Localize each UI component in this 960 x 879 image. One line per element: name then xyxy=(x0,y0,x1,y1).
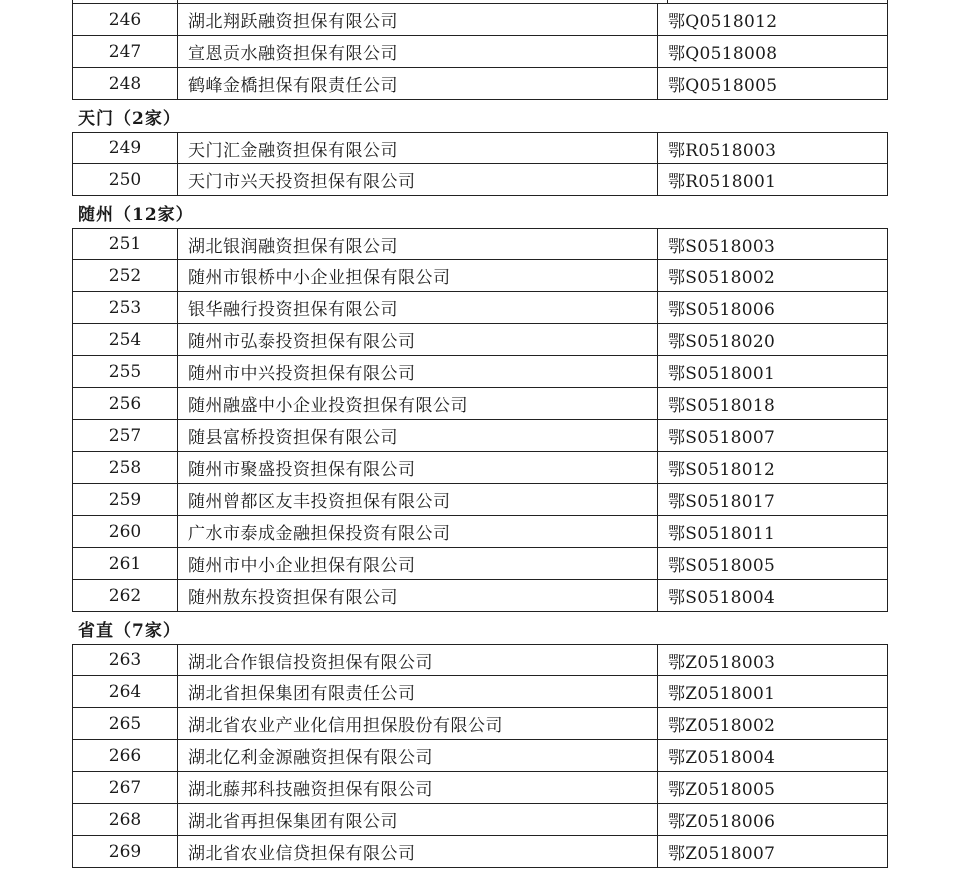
row-number: 248 xyxy=(73,68,178,99)
registration-code: 鄂Z0518005 xyxy=(668,780,776,800)
company-name: 天门市兴天投资担保有限公司 xyxy=(178,164,658,195)
section-heading: 省直（7家） xyxy=(78,620,181,641)
row-number: 265 xyxy=(73,708,178,739)
table-row xyxy=(72,164,888,196)
section-heading: 天门（2家） xyxy=(78,108,181,129)
company-name: 随县富桥投资担保有限公司 xyxy=(178,420,658,451)
company-name: 湖北银润融资担保有限公司 xyxy=(178,229,658,259)
table-row xyxy=(72,708,888,740)
row-number: 253 xyxy=(73,292,178,323)
registration-code: 鄂Z0518006 xyxy=(668,812,776,832)
row-number: 254 xyxy=(73,324,178,355)
row-number: 250 xyxy=(73,164,178,195)
row-number: 252 xyxy=(73,260,178,291)
registration-code: 鄂S0518001 xyxy=(668,364,776,384)
table-row xyxy=(72,644,888,676)
row-number: 256 xyxy=(73,388,178,419)
registration-code: 鄂Z0518002 xyxy=(668,716,776,736)
row-number: 266 xyxy=(73,740,178,771)
row-number: 262 xyxy=(73,580,178,611)
table-row xyxy=(72,676,888,708)
table-row xyxy=(72,516,888,548)
table-row xyxy=(72,580,888,612)
registration-code: 鄂S0518003 xyxy=(668,236,776,257)
registration-code: 鄂S0518012 xyxy=(668,460,776,480)
registration-code: 鄂S0518007 xyxy=(668,428,776,448)
table-row xyxy=(72,548,888,580)
row-number: 251 xyxy=(73,229,178,259)
registration-code: 鄂S0518020 xyxy=(668,332,776,352)
table-row xyxy=(72,260,888,292)
company-name: 湖北省农业信贷担保有限公司 xyxy=(178,836,658,867)
registration-code: 鄂R0518001 xyxy=(668,172,777,192)
company-name: 湖北翔跃融资担保有限公司 xyxy=(178,4,658,35)
registration-code: 鄂S0518011 xyxy=(668,524,776,544)
company-name: 湖北亿利金源融资担保有限公司 xyxy=(178,740,658,771)
registration-code: 鄂Q0518005 xyxy=(668,76,778,96)
row-number: 247 xyxy=(73,36,178,67)
company-name: 银华融行投资担保有限公司 xyxy=(178,292,658,323)
registration-code: 鄂S0518002 xyxy=(668,268,776,288)
registration-code: 鄂Z0518007 xyxy=(668,844,776,864)
table-row xyxy=(72,836,888,868)
registration-code: 鄂S0518006 xyxy=(668,300,776,320)
registration-code: 鄂S0518017 xyxy=(668,492,776,512)
company-name: 湖北藤邦科技融资担保有限公司 xyxy=(178,772,658,803)
row-number: 249 xyxy=(73,133,178,163)
registration-code: 鄂R0518003 xyxy=(668,140,777,161)
registration-code: 鄂S0518018 xyxy=(668,396,776,416)
table-row xyxy=(72,772,888,804)
company-name: 湖北省担保集团有限责任公司 xyxy=(178,676,658,707)
row-number: 261 xyxy=(73,548,178,579)
row-number: 259 xyxy=(73,484,178,515)
table-row xyxy=(72,228,888,260)
company-name: 随州曾都区友丰投资担保有限公司 xyxy=(178,484,658,515)
registration-code: 鄂S0518004 xyxy=(668,588,776,608)
table-row xyxy=(72,420,888,452)
company-name: 鹤峰金橋担保有限责任公司 xyxy=(178,68,658,99)
registration-code: 鄂Z0518004 xyxy=(668,748,776,768)
company-name: 湖北省再担保集团有限公司 xyxy=(178,804,658,835)
table-row xyxy=(72,132,888,164)
company-name: 随州市弘泰投资担保有限公司 xyxy=(178,324,658,355)
table-row xyxy=(72,356,888,388)
row-number: 257 xyxy=(73,420,178,451)
company-name: 湖北合作银信投资担保有限公司 xyxy=(178,645,658,675)
company-name: 随州敖东投资担保有限公司 xyxy=(178,580,658,611)
company-name: 随州市银桥中小企业担保有限公司 xyxy=(178,260,658,291)
section-heading: 随州（12家） xyxy=(78,204,194,225)
registration-code: 鄂S0518005 xyxy=(668,556,776,576)
company-name: 随州市聚盛投资担保有限公司 xyxy=(178,452,658,483)
registration-code: 鄂Q0518008 xyxy=(668,44,778,64)
company-name: 宣恩贡水融资担保有限公司 xyxy=(178,36,658,67)
row-number: 260 xyxy=(73,516,178,547)
company-name: 随州市中兴投资担保有限公司 xyxy=(178,356,658,387)
table-row xyxy=(72,804,888,836)
company-name: 广水市泰成金融担保投资有限公司 xyxy=(178,516,658,547)
registration-code: 鄂Q0518012 xyxy=(668,12,778,32)
registration-code: 鄂Z0518003 xyxy=(668,652,776,673)
table-row xyxy=(72,452,888,484)
table-row xyxy=(72,292,888,324)
row-number: 246 xyxy=(73,4,178,35)
company-name: 天门汇金融资担保有限公司 xyxy=(178,133,658,163)
row-number: 269 xyxy=(73,836,178,867)
company-name: 随州融盛中小企业投资担保有限公司 xyxy=(178,388,658,419)
table-row xyxy=(72,740,888,772)
table-row xyxy=(72,388,888,420)
company-name: 湖北省农业产业化信用担保股份有限公司 xyxy=(178,708,658,739)
row-number: 267 xyxy=(73,772,178,803)
row-number: 258 xyxy=(73,452,178,483)
row-number: 263 xyxy=(73,645,178,675)
table-row xyxy=(72,68,888,100)
registration-code: 鄂Z0518001 xyxy=(668,684,776,704)
table-row xyxy=(72,484,888,516)
table-row xyxy=(72,4,888,36)
row-number: 264 xyxy=(73,676,178,707)
table-row xyxy=(72,36,888,68)
row-number: 255 xyxy=(73,356,178,387)
guarantee-company-table xyxy=(72,0,888,868)
company-name: 随州市中小企业担保有限公司 xyxy=(178,548,658,579)
table-row xyxy=(72,324,888,356)
row-number: 268 xyxy=(73,804,178,835)
